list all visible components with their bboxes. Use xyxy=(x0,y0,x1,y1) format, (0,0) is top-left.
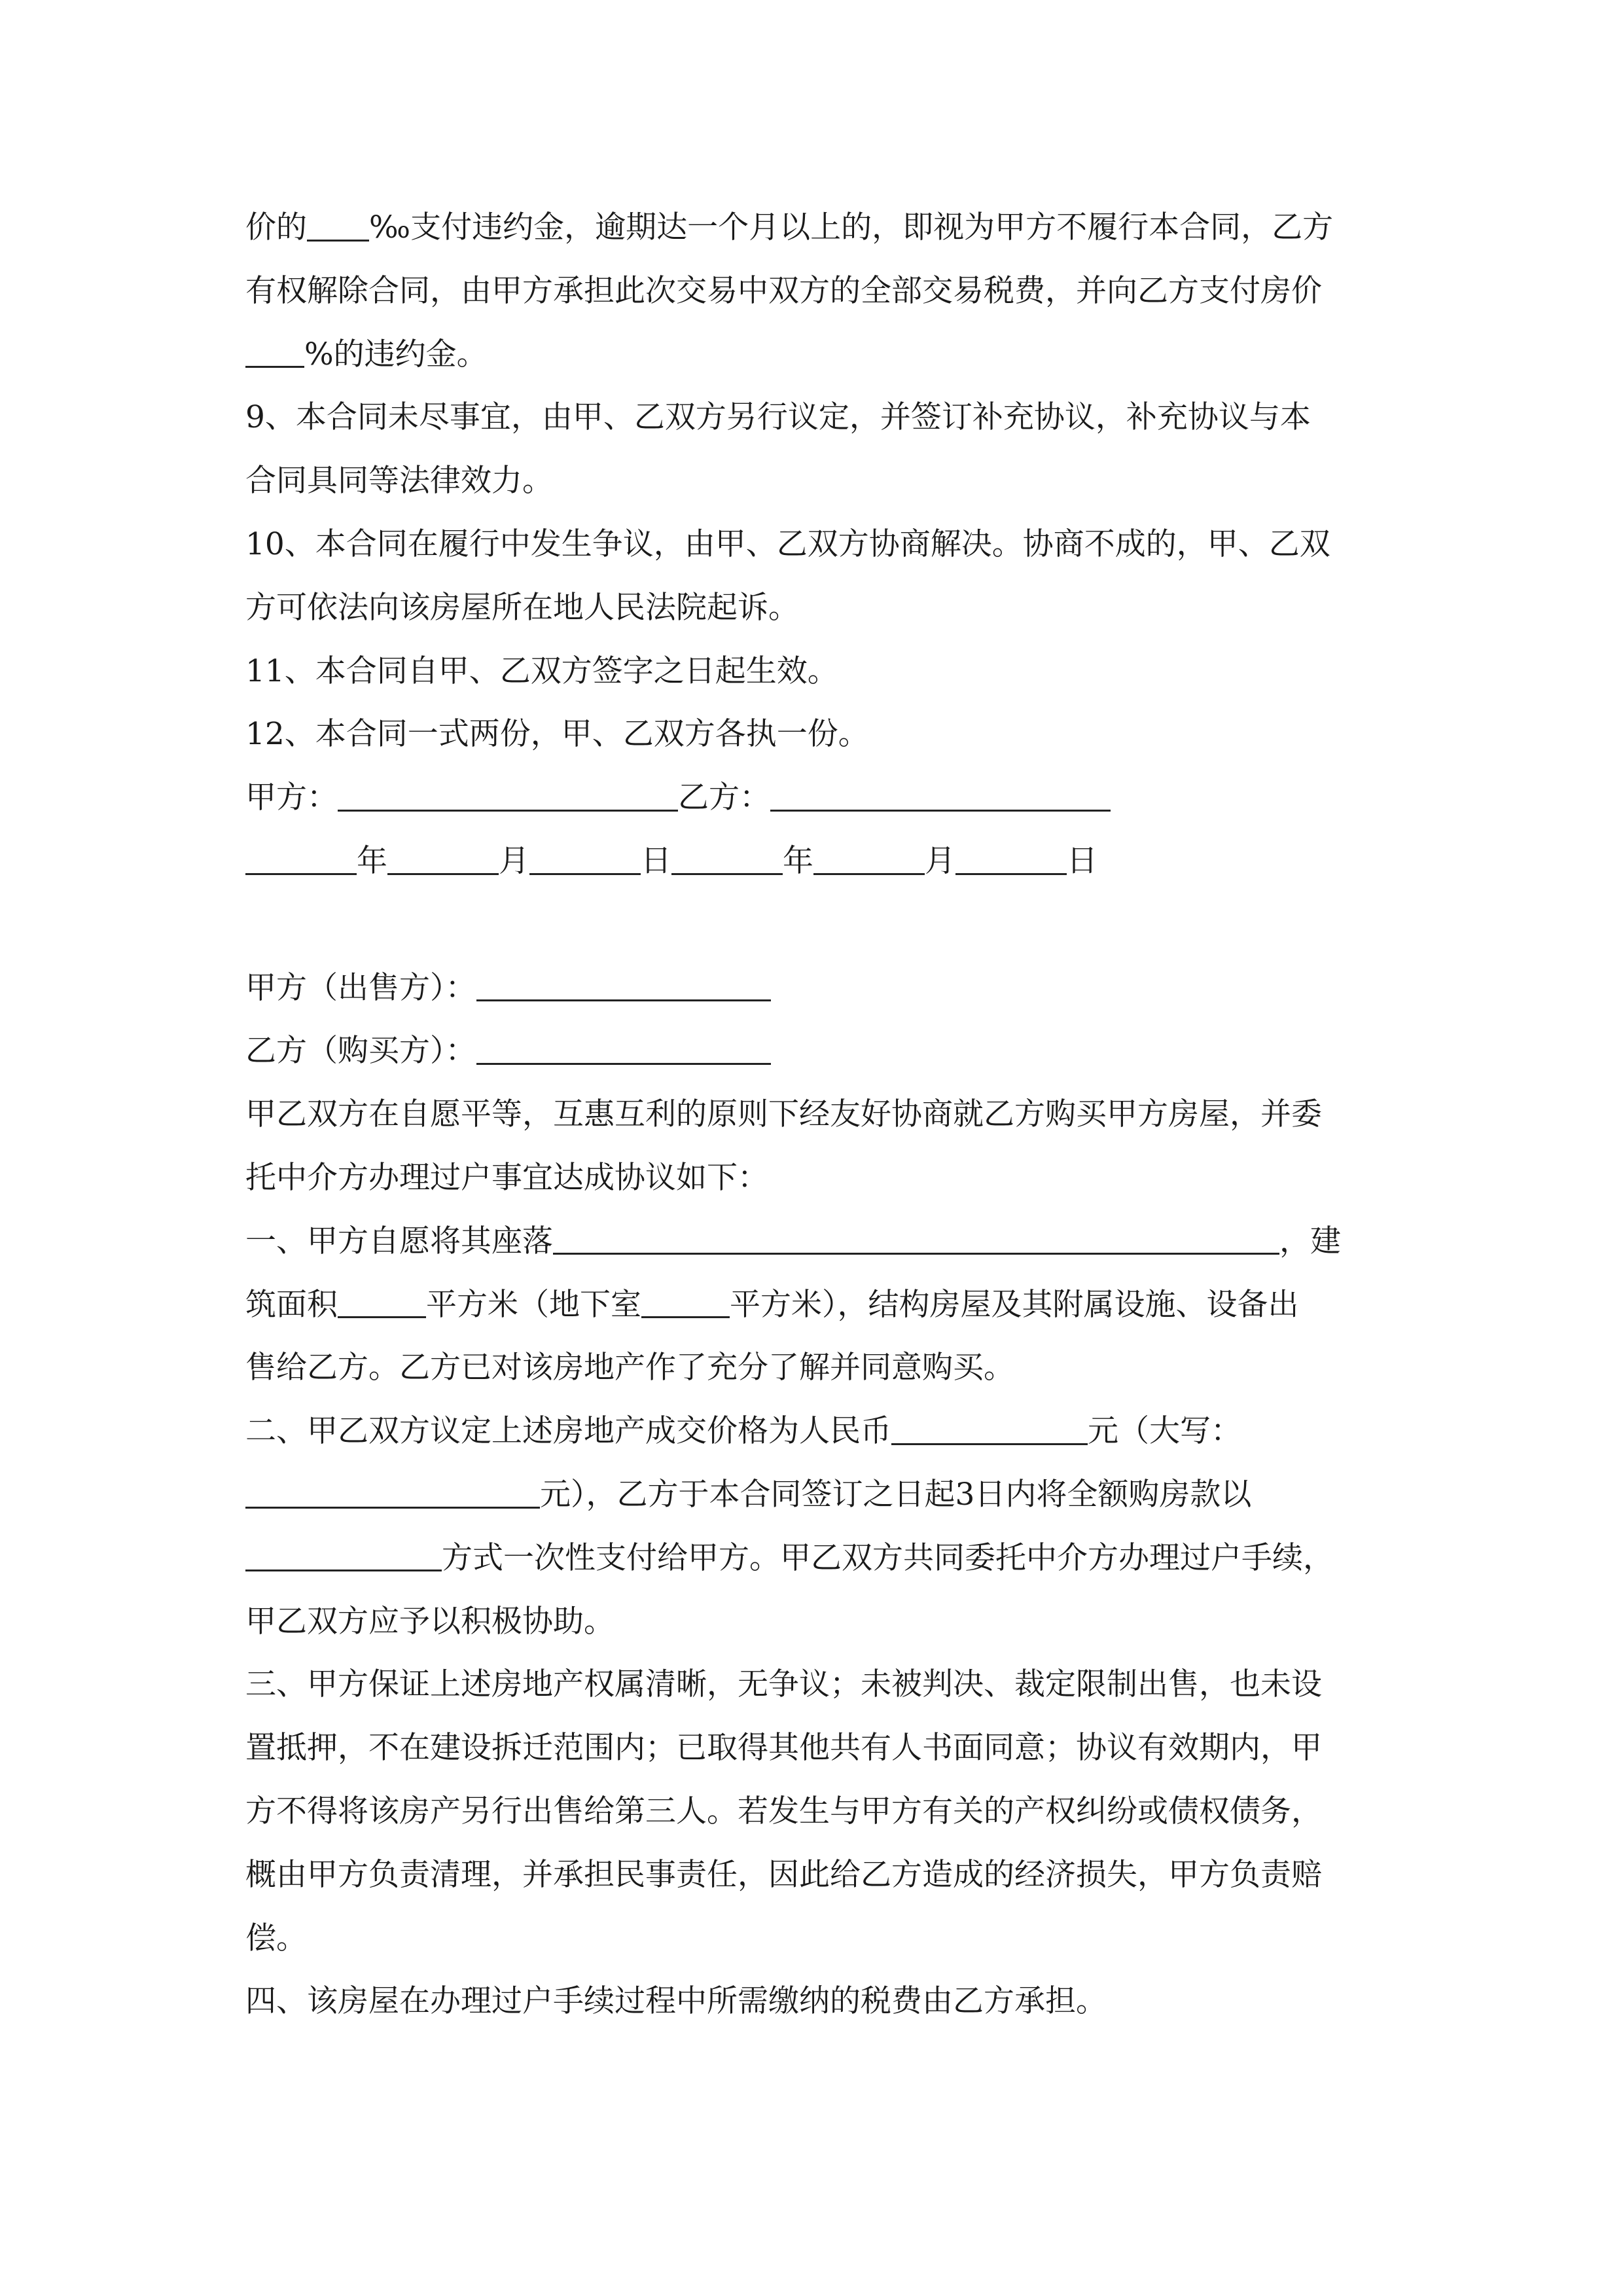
month-label: 月 xyxy=(499,842,529,879)
penalty-clause-line-2 xyxy=(245,260,1384,323)
penalty-clause-line-1 xyxy=(245,196,1384,260)
article-3-line-2 xyxy=(245,1717,1384,1780)
article-3-line-1 xyxy=(245,1653,1384,1717)
price-in-words-field xyxy=(245,1476,540,1509)
text-segment: %的违约金。 xyxy=(304,336,488,372)
text-segment: 一、甲方自愿将其座落 xyxy=(245,1223,553,1259)
text-segment: 平方米），结构房屋及其附属设施、设备出 xyxy=(730,1286,1299,1323)
article-2-line-4 xyxy=(245,1590,1384,1654)
month-field-a xyxy=(387,842,499,875)
section-gap xyxy=(245,893,1384,957)
article-1-line-2 xyxy=(245,1274,1384,1337)
month-field-b xyxy=(813,842,925,875)
text-segment: 概由甲方负责清理，并承担民事责任，因此给乙方造成的经济损失，甲方负责赔 xyxy=(245,1856,1322,1893)
text-segment: 甲乙双方应予以积极协助。 xyxy=(245,1603,615,1640)
text-segment: 12、本合同一式两份，甲、乙双方各执一份。 xyxy=(245,716,869,753)
clause-9-line-1 xyxy=(245,386,1384,450)
text-segment: 置抵押，不在建设拆迁范围内；已取得其他共有人书面同意；协议有效期内，甲 xyxy=(245,1730,1322,1767)
floor-area-field xyxy=(338,1285,426,1318)
seller-line xyxy=(245,957,1384,1020)
text-segment: 元），乙方于本合同签订之日起3日内将全额购房款以 xyxy=(540,1476,1252,1513)
text-segment: 方可依法向该房屋所在地人民法院起诉。 xyxy=(245,589,799,626)
year-field-b xyxy=(671,842,783,875)
year-label: 年 xyxy=(357,842,387,879)
signature-dates xyxy=(245,830,1384,893)
intro-line-2 xyxy=(245,1147,1384,1210)
article-3-line-4 xyxy=(245,1844,1384,1907)
text-segment: 筑面积 xyxy=(245,1286,338,1323)
text-segment: 方式一次性支付给甲方。甲乙双方共同委托中介方办理过户手续， xyxy=(442,1539,1334,1576)
text-segment: 偿。 xyxy=(245,1920,307,1956)
seller-name-field xyxy=(476,969,771,1001)
day-label: 日 xyxy=(1067,842,1097,879)
penalty-clause-line-3 xyxy=(245,323,1384,387)
property-location-field xyxy=(553,1222,1279,1255)
text-segment: 方不得将该房产另行出售给第三人。若发生与甲方有关的产权纠纷或债权债务， xyxy=(245,1793,1322,1829)
article-1-line-1 xyxy=(245,1210,1384,1274)
text-segment: 元（大写： xyxy=(1088,1413,1241,1450)
clause-9-line-2 xyxy=(245,450,1384,513)
article-1-line-3 xyxy=(245,1336,1384,1400)
year-label: 年 xyxy=(783,842,813,879)
buyer-name-field xyxy=(476,1032,771,1065)
day-field-b xyxy=(955,842,1067,875)
text-segment: 9、本合同未尽事宜，由甲、乙双方另行议定，并签订补充协议，补充协议与本 xyxy=(245,399,1311,436)
text-segment: 三、甲方保证上述房地产权属清晰，无争议；未被判决、裁定限制出售，也未设 xyxy=(245,1666,1322,1703)
text-segment: ，建 xyxy=(1279,1223,1341,1259)
clause-10-line-2 xyxy=(245,577,1384,640)
basement-area-field xyxy=(641,1285,730,1318)
text-segment: 10、本合同在履行中发生争议，由甲、乙双方协商解决。协商不成的，甲、乙双 xyxy=(245,526,1330,562)
blank-field xyxy=(307,209,369,242)
article-3-line-5 xyxy=(245,1907,1384,1971)
payment-method-field xyxy=(245,1539,442,1571)
text-segment: 11、本合同自甲、乙双方签字之日起生效。 xyxy=(245,653,838,689)
document-body xyxy=(245,196,1384,2034)
text-segment: 四、该房屋在办理过户手续过程中所需缴纳的税费由乙方承担。 xyxy=(245,1983,1107,2020)
article-3-line-3 xyxy=(245,1780,1384,1844)
article-4 xyxy=(245,1970,1384,2034)
day-label: 日 xyxy=(641,842,671,879)
party-a-label: 甲方： xyxy=(245,780,338,816)
text-segment: 托中介方办理过户事宜达成协议如下： xyxy=(245,1159,768,1196)
article-2-line-3 xyxy=(245,1527,1384,1590)
blank-field xyxy=(245,335,304,368)
clause-11 xyxy=(245,640,1384,704)
text-segment: 合同具同等法律效力。 xyxy=(245,463,553,499)
text-segment: 售给乙方。乙方已对该房地产作了充分了解并同意购买。 xyxy=(245,1350,1014,1386)
month-label: 月 xyxy=(925,842,955,879)
price-field xyxy=(891,1412,1088,1445)
text-segment: 平方米（地下室 xyxy=(426,1286,641,1323)
clause-12 xyxy=(245,703,1384,766)
text-segment: 价的 xyxy=(245,209,307,245)
article-2-line-2 xyxy=(245,1463,1384,1527)
text-segment: 有权解除合同，由甲方承担此次交易中双方的全部交易税费，并向乙方支付房价 xyxy=(245,272,1322,309)
seller-label: 甲方（出售方）： xyxy=(245,969,476,1006)
party-b-signature-field xyxy=(770,779,1111,812)
year-field-a xyxy=(245,842,357,875)
buyer-line xyxy=(245,1020,1384,1083)
clause-10-line-1 xyxy=(245,513,1384,577)
text-segment: ‰支付违约金，逾期达一个月以上的，即视为甲方不履行本合同，乙方 xyxy=(369,209,1334,245)
party-a-signature-field xyxy=(338,779,678,812)
intro-line-1 xyxy=(245,1083,1384,1147)
article-2-line-1 xyxy=(245,1400,1384,1463)
day-field-a xyxy=(529,842,641,875)
text-segment: 二、甲乙双方议定上述房地产成交价格为人民币 xyxy=(245,1413,891,1450)
signature-parties xyxy=(245,766,1384,830)
text-segment: 甲乙双方在自愿平等，互惠互利的原则下经友好协商就乙方购买甲方房屋，并委 xyxy=(245,1096,1322,1133)
buyer-label: 乙方（购买方）： xyxy=(245,1033,476,1069)
party-b-label: 乙方： xyxy=(678,780,770,816)
